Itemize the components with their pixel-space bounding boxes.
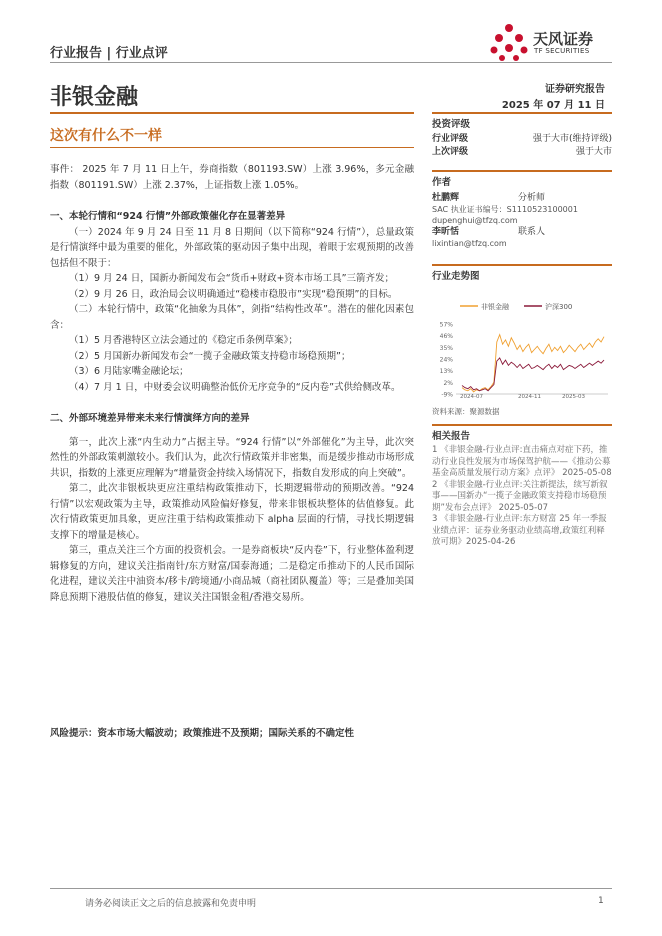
related-head: 相关报告	[432, 424, 612, 442]
page-number: 1	[598, 896, 604, 906]
risk-warning: 风险提示：资本市场大幅波动；政策推进不及预期；国际关系的不确定性	[50, 728, 355, 739]
author-2-email: lixintian@tfzq.com	[432, 239, 507, 248]
y-tick-label: 35%	[439, 344, 453, 352]
footer-divider	[50, 888, 612, 889]
logo-name: 天风证券	[533, 30, 594, 48]
logo-icon	[488, 20, 530, 62]
report-body	[50, 162, 414, 605]
rating-label-current: 行业评级	[432, 134, 469, 144]
section-1-item-1: （1）5 月香港特区立法会通过的《稳定币条例草案》；	[69, 335, 298, 346]
trend-chart	[432, 282, 612, 402]
series-line-1	[462, 358, 604, 391]
legend-label-0: 非银金融	[481, 303, 509, 311]
title-divider	[50, 112, 414, 114]
author-1-email: dupenghui@tfzq.com	[432, 216, 518, 225]
y-tick-label: 57%	[439, 321, 453, 329]
y-tick-label: 2%	[443, 379, 453, 387]
related-reports	[432, 424, 612, 549]
y-tick-label: -9%	[441, 391, 453, 399]
report-subtitle: 这次有什么不一样	[50, 128, 162, 144]
section-2-title: 二、外部环境差异带来未来行情演绎方向的差异	[50, 413, 250, 424]
author-box	[432, 170, 612, 249]
y-tick-label: 24%	[439, 356, 453, 364]
chart-box	[432, 264, 612, 417]
x-tick-label: 2025-03	[562, 394, 585, 400]
x-tick-label: 2024-11	[518, 394, 541, 400]
section-1-item-4: （4）7 月 1 日，中财委会议明确整治低价无序竞争的“反内卷”式供给侧改革。	[69, 381, 401, 393]
chart-head: 行业走势图	[432, 264, 612, 282]
related-report-2[interactable]: 2 《非银金融-行业点评:关注新提法，续写新叙事——国新办“一揽子金融政策支持稳市场稳预期”发布会点评》 2025-05-07	[432, 479, 608, 513]
chart-source: 资料来源：聚源数据	[432, 407, 500, 416]
section-1-item-2: （2）5 月国新办新闻发布会“一揽子金融政策支持稳市场稳预期”；	[69, 350, 351, 362]
author-head: 作者	[432, 170, 612, 188]
header-divider	[50, 62, 612, 63]
rating-row-current	[432, 133, 612, 146]
subtitle-divider	[50, 147, 414, 148]
report-category: 行业报告 | 行业点评	[50, 46, 168, 61]
report-date: 2025 年 07 月 11 日	[501, 100, 605, 111]
logo-sub: TF SECURITIES	[534, 47, 590, 55]
page-title: 非银金融	[50, 85, 139, 110]
rating-label-previous: 上次评级	[432, 147, 469, 157]
y-tick-label: 46%	[439, 333, 453, 341]
section-2-para-1: 第一，此次上涨“内生动力”占据主导。“924 行情”以“外部催化”为主导，此次突然性的外部政策刺激较小。我们认为，此次行情政策并非密集，而是缓步推动市场形成共识，指数的上涨更应理解为“增量资金持续入场情况下，指数自发形成的向上突破”。	[50, 436, 414, 479]
section-1-para-2: （二）本轮行情中，政策“化抽象为具体”，剑指“结构性改革”。潜在的催化因素包含：	[50, 304, 414, 331]
report-type: 证券研究报告	[545, 84, 605, 95]
rating-row-previous	[432, 146, 612, 159]
author-1-cert: SAC 执业证书编号：S1110523100001	[432, 205, 578, 214]
rating-box	[432, 112, 612, 159]
rating-value-current: 强于大市(维持评级)	[532, 134, 612, 144]
y-tick-label: 13%	[439, 368, 453, 376]
section-2-para-3: 第三，重点关注三个方面的投资机会。一是券商板块“反内卷”下，行业整体盈利逻辑修复的方向，建议关注指南针/东方财富/国泰海通；二是稳定币推动下的人民币国际化进程，建议关注中油资本/移卡/跨境通/小商品城（商社团队覆盖）等；三是叠加美国降息预期下港股估值的修复，建议关注国银金租/香港交易所。	[50, 545, 414, 603]
author-2-name: 李昕恬	[432, 227, 460, 237]
rating-value-previous: 强于大市	[575, 147, 612, 157]
rating-head: 投资评级	[432, 112, 612, 130]
section-1-list-1: （1）9 月 24 日，国新办新闻发布会“货币+财政+资本市场工具”三箭齐发；	[69, 273, 395, 284]
related-report-1[interactable]: 1 《非银金融-行业点评:直击痛点对症下药，推动行业良性发展为市场保驾护航——《推动公募基金高质量发展行动方案》点评》 2025-05-08	[432, 445, 612, 478]
author-1-name: 杜鹏辉	[432, 193, 460, 203]
author-1-role: 分析师	[518, 193, 546, 203]
series-line-0	[462, 335, 604, 392]
event-paragraph: 事件： 2025 年 7 月 11 日上午，券商指数（801193.SW）上涨 3.96%，多元金融指数（801191.SW）上涨 2.37%，上证指数上涨 1.05%。	[50, 164, 414, 191]
section-1-list-2: （2）9 月 26 日，政治局会议明确通过“稳楼市稳股市”实现“稳预期”的目标。	[69, 288, 398, 300]
section-2-para-2: 第二，此次非银板块更应注重结构政策推动下，长期逻辑带动的预期改善。“924 行情”以宏观政策为主导，政策推动风险偏好修复，带来非银板块整体的估值修复。此次行情政策更加具象，更应注重于结构政策推动下 alpha 层面的行情，寻找长期逻辑支撑下的增量是核心。	[50, 483, 414, 541]
section-1-item-3: （3）6 月陆家嘴金融论坛；	[69, 366, 189, 377]
author-2-role: 联系人	[518, 227, 546, 237]
legend-label-1: 沪深300	[545, 303, 573, 311]
related-report-3[interactable]: 3 《非银金融-行业点评:东方财富 25 年一季报业绩点评：证券业务驱动业绩高增,政策红利释放可期》2025-04-26	[432, 514, 607, 547]
section-1-title: 一、本轮行情和“924 行情”外部政策催化存在显著差异	[50, 211, 286, 222]
footer-disclaimer: 请务必阅读正文之后的信息披露和免责申明	[85, 899, 257, 909]
x-tick-label: 2024-07	[460, 394, 483, 400]
section-1-para-1: （一）2024 年 9 月 24 日至 11 月 8 日期间（以下简称“924 行情”），总量政策是行情演绎中最为重要的催化，外部政策的驱动因子集中出现，着眼于宏观预期的改善包括但不限于：	[50, 226, 414, 269]
